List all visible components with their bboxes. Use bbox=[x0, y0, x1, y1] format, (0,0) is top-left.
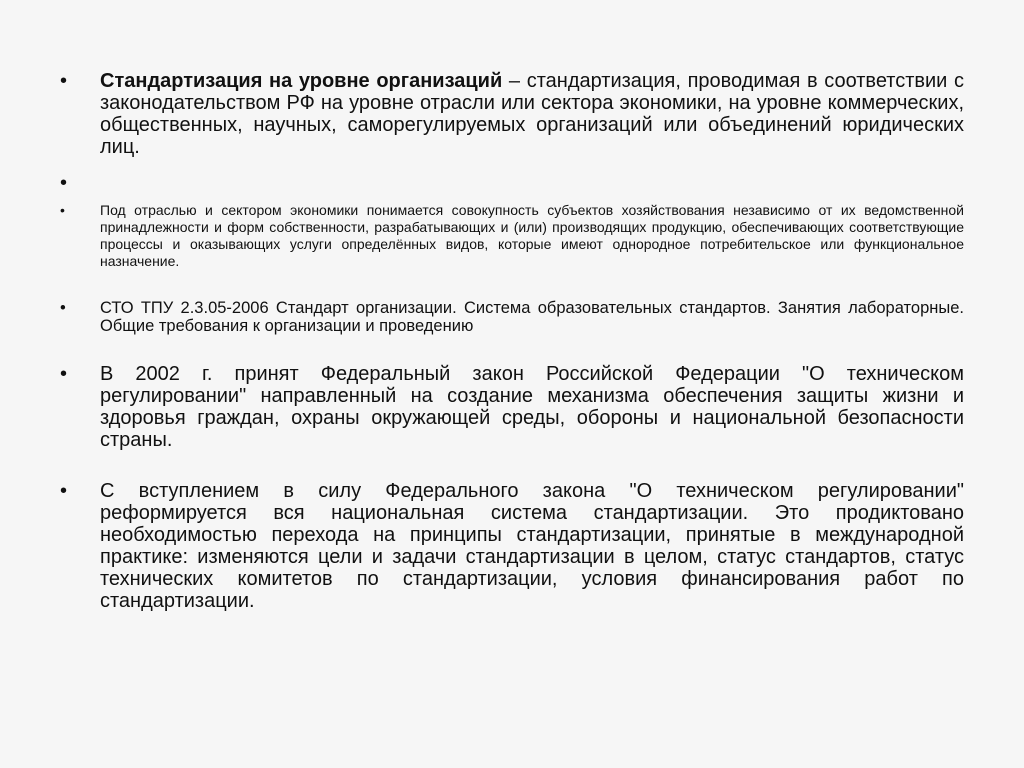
list-item-text: В 2002 г. принят Федеральный закон Российской Федерации "О техническом регулировании" направленный на создание механизма обеспечения защиты жизни и здоровья граждан, охраны окружающей среды, обороны и национальной безопасности страны. bbox=[100, 363, 964, 451]
list-item-text: Под отраслью и сектором экономики понимается совокупность субъектов хозяйствования независимо от их ведомственной принадлежности и форм собственности, разрабатывающих и (или) производящих продукцию, обеспечивающих соответствующие процессы и оказывающих услуги определённых видов, которые имеют однородное потребительское или функциональное назначение. bbox=[100, 202, 964, 269]
bullet-list bbox=[60, 70, 964, 612]
list-item bbox=[60, 172, 964, 194]
bullet-icon: • bbox=[60, 363, 68, 385]
definition-text: – стандартизация, проводимая в соответствии с законодательством РФ на уровне отрасли или сектора экономики, на уровне коммерческих, общественных, научных, саморегулируемых организаций или объединений юридических лиц. bbox=[100, 70, 964, 158]
list-item bbox=[60, 480, 964, 612]
bullet-icon: • bbox=[60, 172, 68, 194]
bullet-icon: • bbox=[60, 480, 68, 502]
list-item bbox=[60, 202, 964, 270]
list-item bbox=[60, 299, 964, 335]
list-item-text: СТО ТПУ 2.3.05-2006 Стандарт организации. Система образовательных стандартов. Занятия лабораторные. Общие требования к организации и проведению bbox=[100, 299, 964, 335]
list-item-text bbox=[100, 70, 964, 158]
bullet-icon: • bbox=[60, 299, 66, 317]
list-item bbox=[60, 70, 964, 158]
definition-term: Стандартизация на уровне организаций bbox=[100, 70, 503, 92]
list-item bbox=[60, 363, 964, 451]
list-item-text: С вступлением в силу Федерального закона "О техническом регулировании" реформируется вся национальная система стандартизации. Это продиктовано необходимостью перехода на принципы стандартизации, принятые в международной практике: изменяются цели и задачи стандартизации в целом, статус стандартов, статус технических комитетов по стандартизации, условия финансирования работ по стандартизации. bbox=[100, 480, 964, 612]
bullet-icon: • bbox=[60, 70, 68, 92]
bullet-icon: • bbox=[60, 202, 65, 218]
